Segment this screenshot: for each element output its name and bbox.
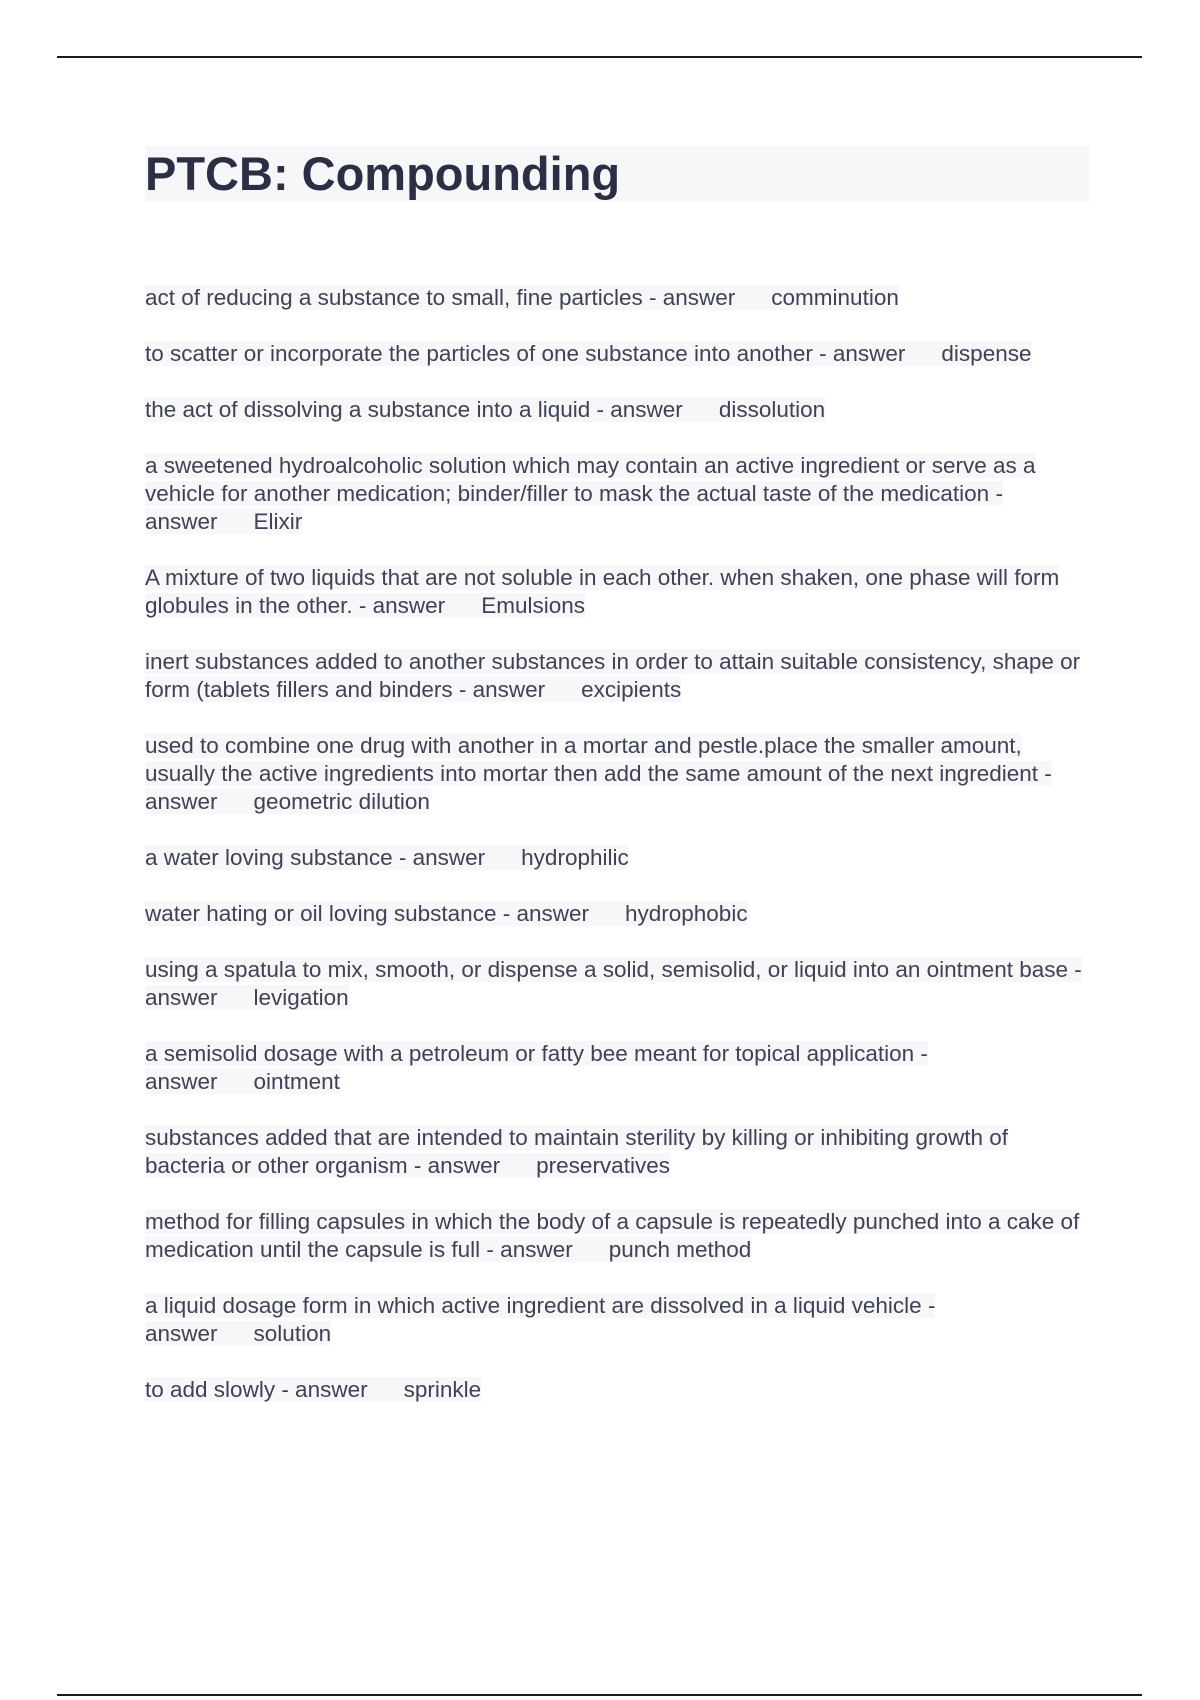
flashcard-answer: hydrophobic xyxy=(589,901,748,926)
flashcard-answer: hydrophilic xyxy=(485,845,629,870)
page-title: PTCB: Compounding xyxy=(145,147,621,200)
flashcard xyxy=(145,1124,1089,1180)
document-body xyxy=(145,146,1089,1432)
flashcard-term: method for filling capsules in which the body of a capsule is repeatedly punched into a cake of medication until the capsule is full - answer xyxy=(145,1209,1080,1262)
flashcard xyxy=(145,340,1089,368)
flashcard-term: substances added that are intended to maintain sterility by killing or inhibiting growth of bacteria or other organism - answer xyxy=(145,1125,1008,1178)
title-band xyxy=(145,146,1089,202)
flashcard-term: to scatter or incorporate the particles of one substance into another - answer xyxy=(145,341,906,366)
flashcard-term: act of reducing a substance to small, fine particles - answer xyxy=(145,285,736,310)
flashcard xyxy=(145,900,1089,928)
flashcard-term: a water loving substance - answer xyxy=(145,845,486,870)
flashcard xyxy=(145,732,1089,816)
flashcard-term: a sweetened hydroalcoholic solution which may contain an active ingredient or serve as a vehicle for another medication; binder/filler to mask the actual taste of the medication - answer xyxy=(145,453,1036,534)
flashcard xyxy=(145,1376,1089,1404)
flashcard-term: inert substances added to another substances in order to attain suitable consistency, shape or form (tablets fillers and binders - answer xyxy=(145,649,1081,702)
flashcard xyxy=(145,1208,1089,1264)
flashcard xyxy=(145,396,1089,424)
flashcard-answer: dispense xyxy=(905,341,1031,366)
flashcard-answer: punch method xyxy=(573,1237,752,1262)
flashcard-answer: levigation xyxy=(218,985,349,1010)
flashcard-answer: Elixir xyxy=(218,509,303,534)
flashcard-answer: solution xyxy=(218,1321,332,1346)
flashcard-answer: preservatives xyxy=(500,1153,670,1178)
flashcard-term: a liquid dosage form in which active ingredient are dissolved in a liquid vehicle - answer xyxy=(145,1293,936,1346)
flashcard-term: to add slowly - answer xyxy=(145,1377,368,1402)
flashcard xyxy=(145,452,1089,536)
flashcard-term: a semisolid dosage with a petroleum or fatty bee meant for topical application - answer xyxy=(145,1041,928,1094)
flashcard xyxy=(145,844,1089,872)
flashcard-list xyxy=(145,284,1089,1404)
flashcard-answer: Emulsions xyxy=(445,593,585,618)
flashcard-answer: dissolution xyxy=(683,397,825,422)
top-rule xyxy=(57,56,1142,58)
flashcard xyxy=(145,1040,1089,1096)
flashcard-answer: comminution xyxy=(735,285,899,310)
flashcard-term: water hating or oil loving substance - answer xyxy=(145,901,589,926)
flashcard-answer: excipients xyxy=(545,677,681,702)
flashcard-term: used to combine one drug with another in a mortar and pestle.place the smaller amount, usually the active ingredients into mortar then add the same amount of the next ingredient - answer xyxy=(145,733,1052,814)
flashcard xyxy=(145,648,1089,704)
flashcard xyxy=(145,1292,1089,1348)
flashcard-term: using a spatula to mix, smooth, or dispense a solid, semisolid, or liquid into an ointment base - answer xyxy=(145,957,1082,1010)
flashcard-answer: sprinkle xyxy=(368,1377,482,1402)
flashcard-answer: ointment xyxy=(218,1069,340,1094)
flashcard xyxy=(145,956,1089,1012)
flashcard xyxy=(145,564,1089,620)
flashcard-term: the act of dissolving a substance into a liquid - answer xyxy=(145,397,683,422)
bottom-rule xyxy=(57,1694,1142,1696)
flashcard xyxy=(145,284,1089,312)
flashcard-term: A mixture of two liquids that are not soluble in each other. when shaken, one phase will form globules in the other. - answer xyxy=(145,565,1060,618)
flashcard-answer: geometric dilution xyxy=(218,789,430,814)
